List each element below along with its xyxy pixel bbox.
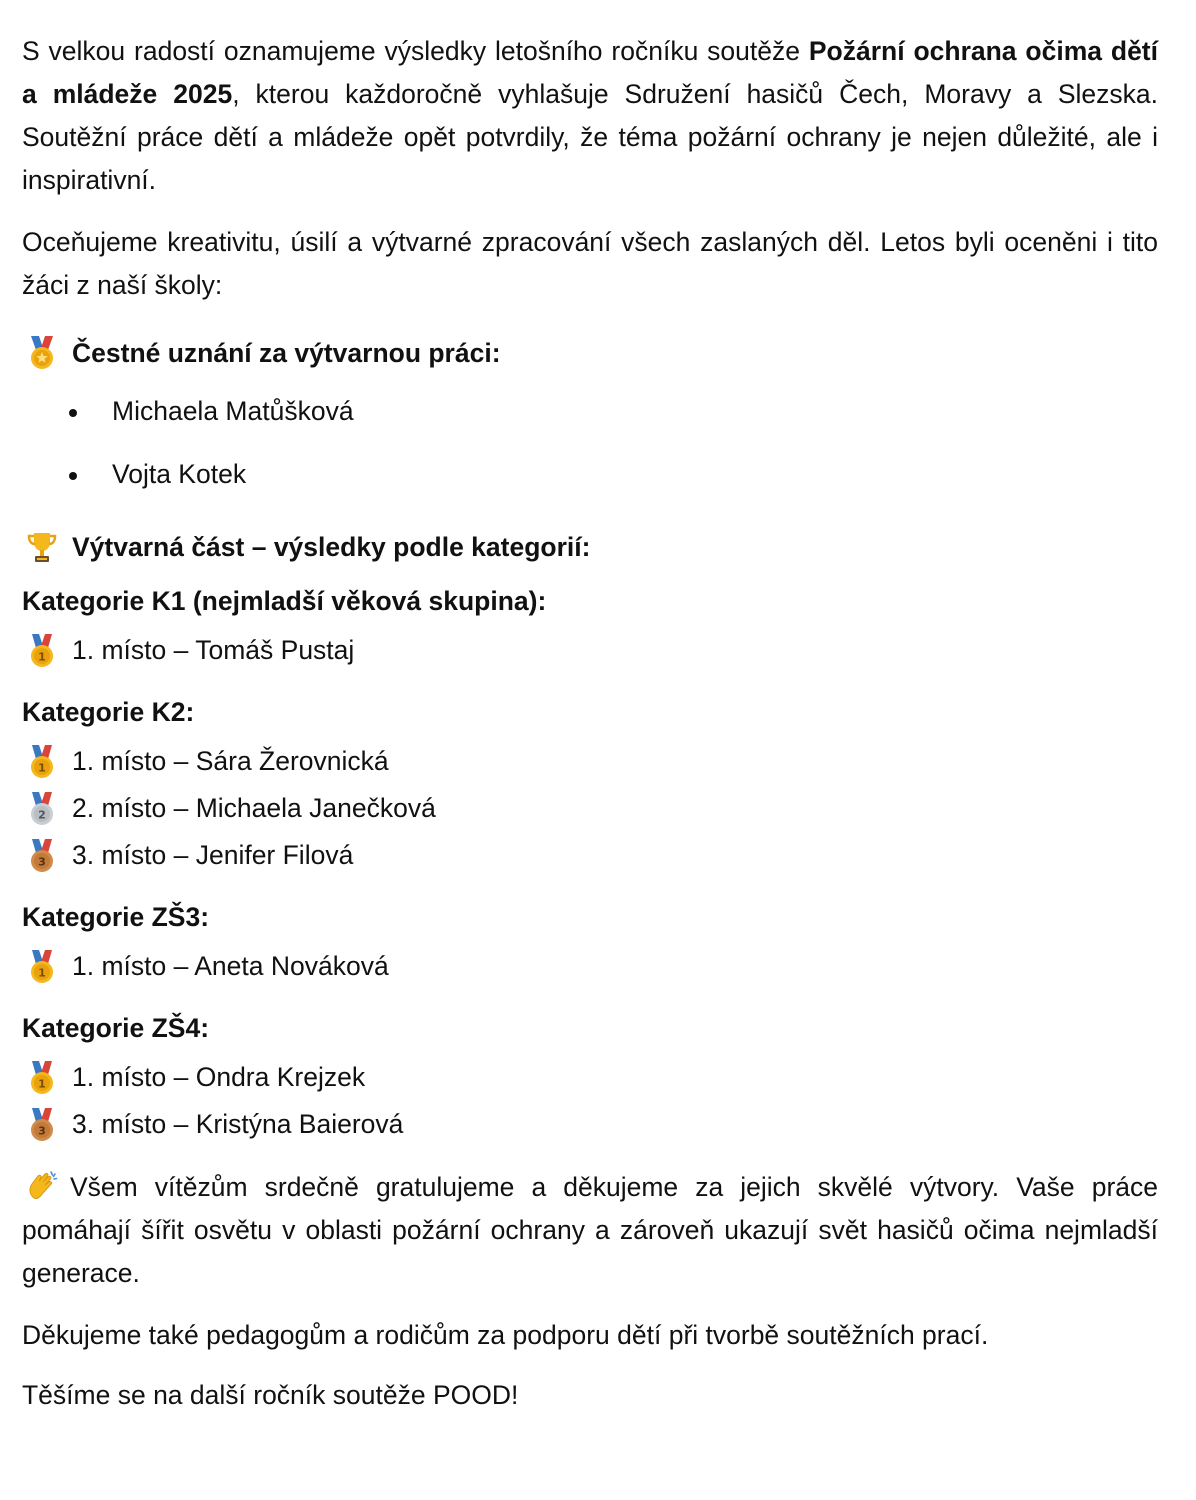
student-name: Vojta Kotek	[112, 459, 247, 489]
place-text: 1. místo – Ondra Krejzek	[72, 1062, 366, 1092]
competition-name: Požární ochrana očima dětí a mládeže 2025	[22, 36, 1158, 109]
congratulations-text: Všem vítězům srdečně gratulujeme a děkujeme za jejich skvělé výtvory. Vaše práce pomáhají šířit osvětu v oblasti požární ochrany a zároveň ukazují svět hasičů očima nejmladší generace.	[22, 1172, 1158, 1288]
gold-medal-icon	[26, 950, 58, 984]
category-title: Kategorie K1 (nejmladší věková skupina):	[22, 586, 547, 616]
art-results-title: Výtvarná část – výsledky podle kategorií:	[72, 532, 591, 562]
medal-icon	[26, 336, 58, 370]
category-zs3	[22, 897, 1158, 990]
article	[22, 30, 1158, 1436]
place-row	[22, 832, 1158, 879]
congratulations-paragraph	[22, 1166, 1158, 1295]
svg-text:3: 3	[38, 1124, 46, 1137]
bronze-medal-icon	[26, 839, 58, 873]
place-row	[22, 1101, 1158, 1148]
category-title: Kategorie ZŠ3:	[22, 902, 210, 932]
list-item	[22, 450, 1158, 513]
category-k2	[22, 692, 1158, 879]
bronze-medal-icon	[26, 1108, 58, 1142]
place-text: 1. místo – Tomáš Pustaj	[72, 635, 355, 665]
svg-text:1: 1	[38, 761, 46, 774]
trophy-icon	[26, 530, 58, 564]
honorable-mention-list	[22, 387, 1158, 513]
svg-text:1: 1	[38, 1077, 46, 1090]
bullet	[69, 409, 77, 417]
honorable-mention-title: Čestné uznání za výtvarnou práci:	[72, 338, 501, 368]
category-title: Kategorie ZŠ4:	[22, 1013, 210, 1043]
category-zs4	[22, 1008, 1158, 1148]
category-k1	[22, 581, 1158, 674]
intro-paragraph	[22, 30, 1158, 202]
silver-medal-icon	[26, 792, 58, 826]
svg-text:2: 2	[38, 808, 46, 821]
honorable-mention-heading	[22, 333, 1158, 373]
place-row	[22, 627, 1158, 674]
place-text: 1. místo – Aneta Nováková	[72, 951, 389, 981]
next-year-paragraph: Těšíme se na další ročník soutěže POOD!	[22, 1380, 519, 1410]
gold-medal-icon	[26, 745, 58, 779]
student-name: Michaela Matůšková	[112, 396, 354, 426]
place-row	[22, 1054, 1158, 1101]
intro-text-start: S velkou radostí oznamujeme výsledky letošního ročníku soutěže	[22, 36, 809, 66]
place-text: 3. místo – Jenifer Filová	[72, 840, 354, 870]
category-title: Kategorie K2:	[22, 697, 195, 727]
svg-text:1: 1	[38, 650, 46, 663]
place-row	[22, 738, 1158, 785]
svg-text:3: 3	[38, 855, 46, 868]
art-results-heading	[22, 527, 1158, 567]
recognition-paragraph: Oceňujeme kreativitu, úsilí a výtvarné zpracování všech zaslaných děl. Letos byli oceněni i tito žáci z naší školy:	[22, 227, 1158, 300]
clapping-hands-icon	[26, 1170, 60, 1202]
thanks-paragraph: Děkujeme také pedagogům a rodičům za podporu dětí při tvorbě soutěžních prací.	[22, 1320, 989, 1350]
list-item	[22, 387, 1158, 450]
svg-text:1: 1	[38, 966, 46, 979]
gold-medal-icon	[26, 634, 58, 668]
gold-medal-icon	[26, 1061, 58, 1095]
place-text: 3. místo – Kristýna Baierová	[72, 1109, 404, 1139]
bullet	[69, 472, 77, 480]
intro-text-end: , kterou každoročně vyhlašuje Sdružení hasičů Čech, Moravy a Slezska. Soutěžní práce dětí a mládeže opět potvrdily, že téma požární ochrany je nejen důležité, ale i inspirativní.	[22, 79, 1158, 195]
place-row	[22, 785, 1158, 832]
place-text: 1. místo – Sára Žerovnická	[72, 746, 389, 776]
place-row	[22, 943, 1158, 990]
place-text: 2. místo – Michaela Janečková	[72, 793, 436, 823]
